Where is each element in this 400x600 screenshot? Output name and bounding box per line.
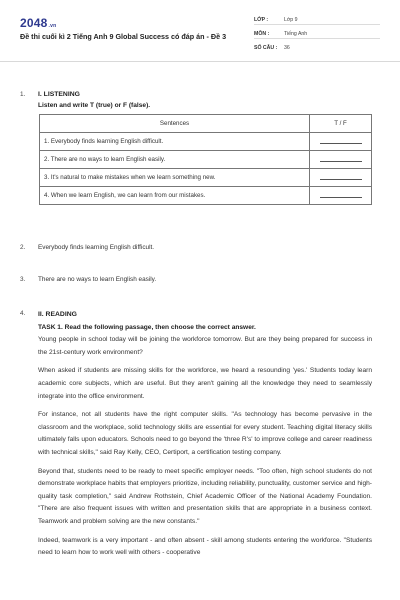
answer-blank[interactable] [310,133,372,151]
passage-paragraph: Beyond that, students need to be ready to meet specific employer needs. "Too often, high school students do not demonstrate workplace habits that employers prioritize, including reliability, punctuality, customer service and high-quality task completion," said Andrew Rothstein, Chief Academic Officer of the National Academy Foundation. "There are also frequent issues with written and presentation skills that are appropriate in a business context. Teamwork and problem solving are the new constants." [38,467,372,525]
meta-class-key: LỚP : [254,17,269,23]
table-row [40,187,372,205]
question-text: Everybody finds learning English difficult. [38,244,155,251]
question-number: 4. [20,310,26,317]
meta-divider [254,24,380,25]
sentence-cell: 1. Everybody finds learning English difficult. [40,133,310,151]
passage-paragraph: When asked if students are missing skills for the workforce, we heard a resounding 'yes.' Students today learn academic core subjects, which are useful. But they aren't gaining all the knowledge they need to seamlessly integrate into the office environment. [38,367,372,400]
passage-paragraph: Young people in school today will be joining the workforce tomorrow. But are they being prepared for success in the 21st-century work environment? [38,336,372,356]
passage-paragraph: Indeed, teamwork is a very important - and often absent - skill among students entering the workforce. "Students need to learn how to work well with others - cooperative [38,536,372,557]
meta-class-value: Lớp 9 [284,17,298,23]
meta-divider [254,38,380,39]
sentence-cell: 4. When we learn English, we can learn from our mistakes. [40,187,310,205]
reading-task-title: TASK 1. Read the following passage, then choose the correct answer. [38,323,256,331]
question-number: 3. [20,276,26,283]
listening-instruction: Listen and write T (true) or F (false). [38,102,151,109]
table-row [40,133,372,151]
question-number: 1. [20,91,26,98]
answer-blank[interactable] [310,151,372,169]
question-text: There are no ways to learn English easily. [38,276,157,283]
meta-subject-key: MÔN : [254,31,270,37]
meta-count-value: 36 [284,45,290,51]
table-row [40,151,372,169]
listening-table [39,114,372,205]
reading-section [38,309,372,566]
passage-paragraph: For instance, not all students have the right computer skills. "As technology has become pervasive in the classroom and the workplace, solid technology skills are essential for every student. Teaching digital literacy skills ultimately falls upon educators. Schools need to go beyond the 'three R's' to improve college and career readiness with technical skills," said Ray Kelly, CEO, Certiport, a certification testing company. [38,411,372,456]
section-title-reading: II. READING [38,311,77,318]
answer-blank[interactable] [310,187,372,205]
sentence-cell: 3. It's natural to make mistakes when we learn something new. [40,169,310,187]
question-number: 2. [20,244,26,251]
column-header-sentences: Sentences [40,115,310,133]
meta-count-key: SỐ CÂU : [254,45,278,51]
page-header [0,0,400,62]
sentence-cell: 2. There are no ways to learn English easily. [40,151,310,169]
table-header-row [40,115,372,133]
table-row [40,169,372,187]
meta-subject-value: Tiếng Anh [284,31,308,37]
column-header-tf: T / F [310,115,372,133]
section-title-listening: I. LISTENING [38,91,80,98]
exam-title: Đề thi cuối kì 2 Tiếng Anh 9 Global Success có đáp án - Đề 3 [20,32,227,41]
answer-blank[interactable] [310,169,372,187]
site-logo[interactable]: 2048.vn [20,16,57,30]
